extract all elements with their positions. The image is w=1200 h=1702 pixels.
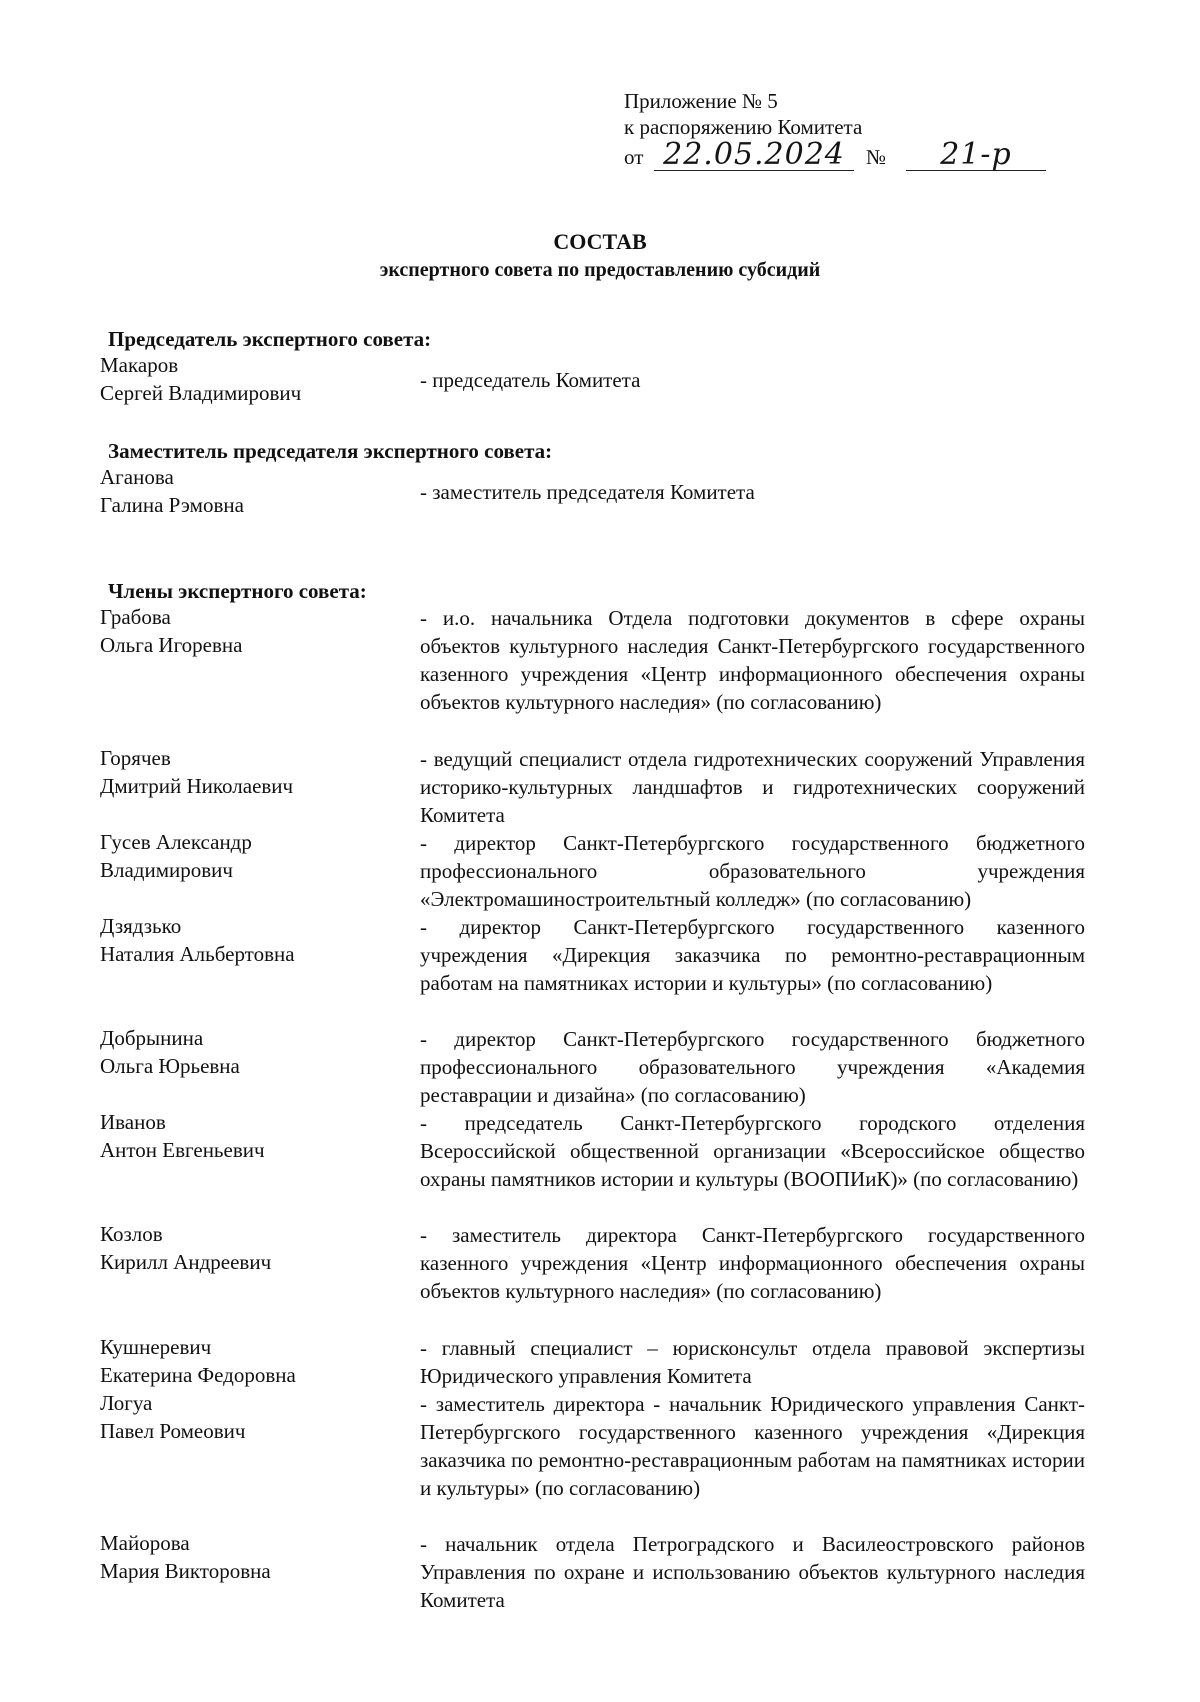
member-given-name: Владимирович <box>100 858 233 882</box>
member-position: - директор Санкт-Петербургского государственного бюджетного профессионального образовательного учреждения «Академия реставрации и дизайна» (по согласованию) <box>420 1027 1085 1107</box>
member-surname: Горячев <box>100 746 171 770</box>
member-surname: Макаров <box>100 353 179 377</box>
annex-date-number-row <box>624 137 1074 176</box>
deputy-heading: Заместитель председателя экспертного совета: <box>108 439 553 463</box>
member-name <box>100 464 410 520</box>
member-position: - директор Санкт-Петербургского государственного казенного учреждения «Дирекция заказчика по ремонтно-реставрационным работам на памятниках истории и культуры» (по согласованию) <box>420 915 1085 995</box>
member-surname: Логуа <box>100 1391 153 1415</box>
member-given-name: Кирилл Андреевич <box>100 1250 272 1274</box>
member-given-name: Мария Викторовна <box>100 1559 271 1583</box>
handwritten-number: 21-р <box>906 140 1046 171</box>
member-surname: Кушнеревич <box>100 1335 212 1359</box>
date-prefix: от <box>624 145 644 169</box>
member-position: - заместитель председателя Комитета <box>420 480 755 504</box>
member-position: - председатель Комитета <box>420 368 641 392</box>
handwritten-date: 22.05.2024 <box>654 140 854 171</box>
member-surname: Иванов <box>100 1110 166 1134</box>
member-position: - начальник отдела Петроградского и Василеостровского районов Управления по охране и использованию объектов культурного наследия Комитета <box>420 1532 1085 1612</box>
member-position: - заместитель директора - начальник Юридического управления Санкт-Петербургского государственного казенного учреждения «Дирекция заказчика по ремонтно-реставрационным работам на памятниках истории и культуры» (по согласованию) <box>420 1392 1085 1500</box>
member-given-name: Ольга Юрьевна <box>100 1054 240 1078</box>
member-position: - заместитель директора Санкт-Петербургского государственного казенного учреждения «Центр информационного обеспечения охраны объектов культурного наследия» (по согласованию) <box>420 1223 1085 1303</box>
member-given-name: Антон Евгеньевич <box>100 1138 265 1162</box>
member-given-name: Дмитрий Николаевич <box>100 774 294 798</box>
annex-reference: к распоряжению Комитета <box>624 115 863 139</box>
member-name <box>100 352 410 408</box>
page-title: СОСТАВ <box>553 229 647 254</box>
member-position: - и.о. начальника Отдела подготовки документов в сфере охраны объектов культурного наследия Санкт-Петербургского государственного казенного учреждения «Центр информационного обеспечения охраны объектов культурного наследия» (по согласованию) <box>420 606 1085 714</box>
member-given-name: Ольга Игоревна <box>100 633 243 657</box>
annex-number: Приложение № 5 <box>624 89 778 113</box>
member-given-name: Сергей Владимирович <box>100 381 302 405</box>
member-surname: Майорова <box>100 1531 190 1555</box>
member-given-name: Наталия Альбертовна <box>100 942 295 966</box>
number-prefix: № <box>866 145 887 169</box>
member-surname: Добрынина <box>100 1026 204 1050</box>
member-position: - председатель Санкт-Петербургского городского отделения Всероссийской общественной организации «Всероссийское общество охраны памятников истории и культуры (ВООПИиК)» (по согласованию) <box>420 1111 1085 1191</box>
member-position: - главный специалист – юрисконсульт отдела правовой экспертизы Юридического управления Комитета <box>420 1336 1085 1388</box>
members-heading: Члены экспертного совета: <box>108 579 367 603</box>
chairman-heading: Председатель экспертного совета: <box>108 327 432 351</box>
member-surname: Грабова <box>100 605 171 629</box>
member-given-name: Павел Ромеович <box>100 1419 246 1443</box>
page-subtitle: экспертного совета по предоставлению субсидий <box>379 259 821 281</box>
member-given-name: Екатерина Федоровна <box>100 1363 296 1387</box>
member-surname: Дзядзько <box>100 914 182 938</box>
member-surname: Гусев Александр <box>100 830 252 854</box>
member-surname: Аганова <box>100 465 174 489</box>
annex-header <box>624 88 1074 176</box>
member-position: - ведущий специалист отдела гидротехнических сооружений Управления историко-культурных ландшафтов и гидротехнических сооружений Комитета <box>420 747 1085 827</box>
member-surname: Козлов <box>100 1222 163 1246</box>
member-given-name: Галина Рэмовна <box>100 493 244 517</box>
member-position: - директор Санкт-Петербургского государственного бюджетного профессионального образовательного учреждения «Электромашиностроительтный колледж» (по согласованию) <box>420 831 1085 911</box>
